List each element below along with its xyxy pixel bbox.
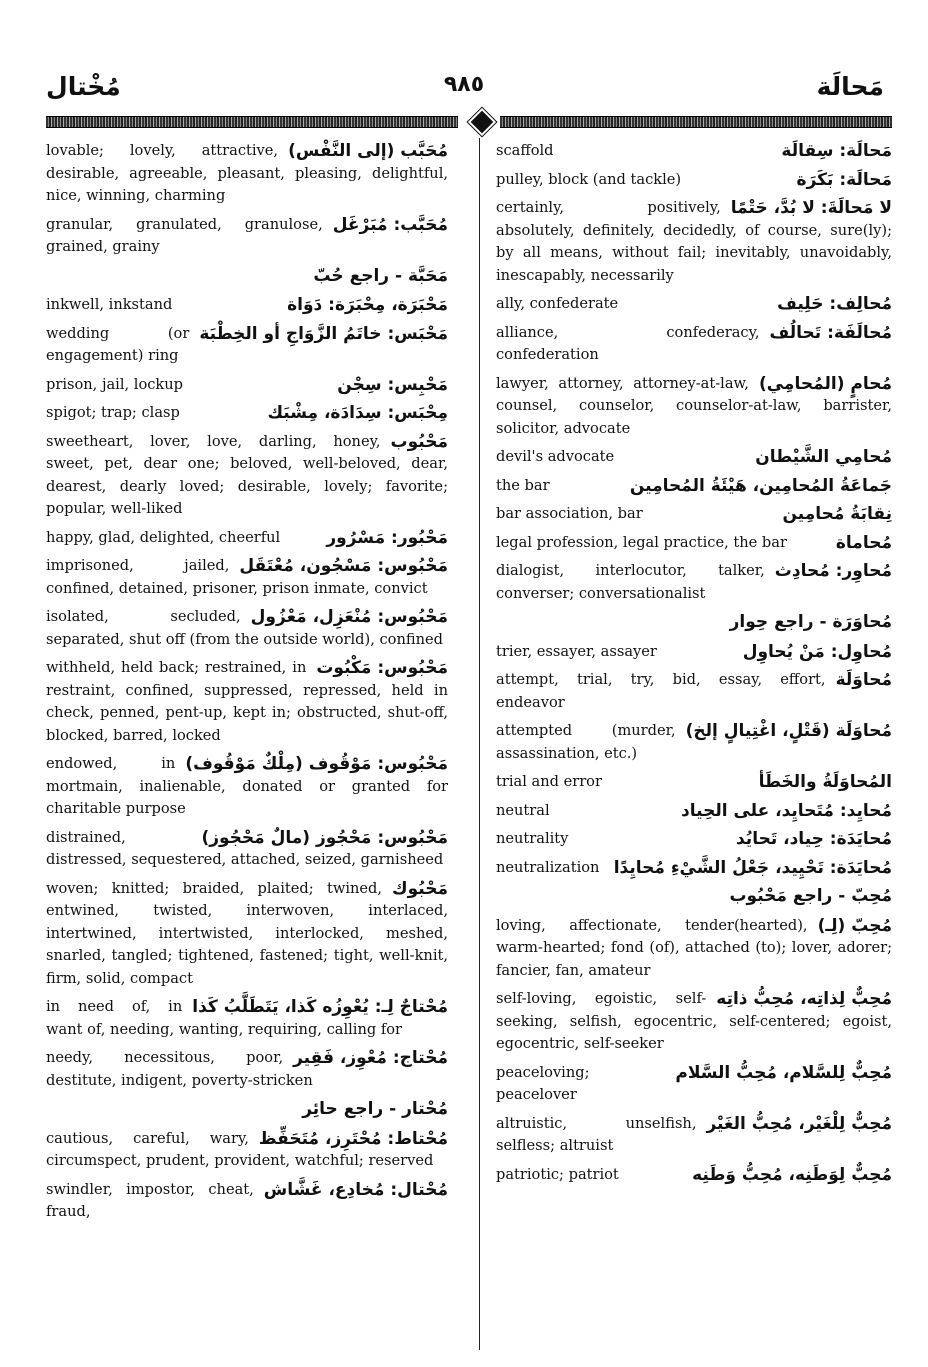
dictionary-entry [496,503,892,526]
entry-definition: dialogist, interlocutor, talker, converser; conversationalist [496,562,765,602]
entry-headword: مُحامِي الشَّيْطان [755,447,892,467]
dictionary-entry [496,611,892,635]
entry-headword: مَحْبُوس: مَوْقُوف (مِلْكٌ مَوْقُوف) [185,754,448,774]
dictionary-entry [46,753,448,821]
entry-definition: swindler, impostor, cheat, fraud, [46,1180,254,1220]
right-column [496,140,892,1192]
entry-headword: مُحايَدَة: حِياد، تَحايُد [735,829,892,849]
dictionary-entry [496,169,892,192]
entry-definition: wedding (or engagement) ring [46,324,190,364]
entry-headword: مَحْبُوس: مَسْجُون، مُعْتَقَل [239,556,448,576]
dictionary-entry [46,527,448,550]
entry-definition: bar association, bar [496,505,643,522]
entry-headword: مُحِبّ - راجع مَحْبُوب [729,886,892,906]
entry-definition: loving, affectionate, tender(hearted), warm-hearted; fond (of), attached (to); lover, adorer; fancier, fan, amateur [496,916,892,979]
entry-headword: مُحْتاجٌ لِـ: يُعْوِزُه كَذا، يَتَطَلَّبُ كَذا [192,997,448,1017]
dictionary-entry [46,606,448,651]
entry-headword: مُحاوِر: مُحادِث [774,561,892,581]
entry-definition: isolated, secluded, separated, shut off (from the outside world), confined [46,608,443,648]
column-divider [479,138,480,1350]
dictionary-entry [496,857,892,880]
entry-headword: مِحْبَس: سِدَادَة، مِشْبَك [267,403,448,423]
dictionary-entry [46,1098,448,1122]
entry-headword: مَحْبُوس: مَحْجُوز (مالٌ مَحْجُوز) [201,827,448,848]
dictionary-entry [46,555,448,600]
dictionary-entry [496,140,892,163]
dictionary-entry [496,322,892,367]
entry-definition: endowed, in mortmain, inalienable, donated or granted for charitable purpose [46,755,448,817]
entry-definition: imprisoned, jailed, confined, detained, prisoner, prison inmate, convict [46,557,428,597]
entry-headword: مَحْبَس: خاتَمُ الزَّوَاجِ أو الخِطْبَة [199,323,448,344]
entry-definition: pulley, block (and tackle) [496,170,682,188]
entry-headword: مُحَبَّب (إلى النَّفْس) [288,141,448,161]
dictionary-entry [46,402,448,425]
entry-headword: نِقابَةُ مُحامِين [782,504,892,524]
entry-headword: مُحاوَرَة - راجع حِوار [729,612,892,632]
entry-headword: مَحْبَرَة، مِحْبَرَة: دَوَاة [287,295,448,315]
diamond-ornament-icon [468,108,496,136]
dictionary-entry [496,1164,892,1187]
dictionary-entry [496,1113,892,1158]
entry-headword: مَحالَة: بَكَرَة [796,169,892,190]
entry-definition: trial and error [496,773,602,790]
dictionary-entry [496,988,892,1056]
dictionary-entry [46,265,448,289]
dictionary-entry [46,1128,448,1173]
entry-headword: مَحْبُوس: مُنْعَزِل، مَعْزُول [250,607,448,627]
entry-definition: spigot; trap; clasp [46,404,180,421]
dictionary-entry [46,657,448,747]
entry-headword: مُحِبّ (لِـ) [817,915,892,936]
dictionary-entry [496,1062,892,1107]
entry-definition: alliance, confederacy, confederation [496,323,760,363]
entry-definition: trier, essayer, assayer [496,642,657,660]
entry-headword: مُحَبَّب: مُبَرْغَل [332,214,448,235]
dictionary-entry [46,431,448,521]
entry-headword: المُحاوَلَةُ والخَطَأ [758,772,892,792]
page-number: ٩٨٥ [443,72,485,97]
entry-definition: in need of, in want of, needing, wanting, requiring, calling for [46,998,402,1038]
entry-definition: scaffold [496,142,554,159]
entry-headword: مُحاماة [835,532,892,553]
entry-definition: woven; knitted; braided, plaited; twined, entwined, twisted, interwoven, interlaced, intertwined, intertwisted, interlocked, meshed, snarled, tangled; tightened, fastened; tight, well-knit, firm, solid, compact [46,879,448,987]
dictionary-entry [46,214,448,259]
entry-headword: مَحالَة: سِقالَة [781,141,892,161]
entry-headword: جَماعَةُ المُحامِين، هَيْئَةُ المُحامِين [629,475,892,496]
entry-headword: مَحْبُوك [392,878,448,899]
entry-definition: neutrality [496,830,569,847]
entry-definition: cautious, careful, wary, circumspect, prudent, provident, watchful; reserved [46,1129,434,1169]
entry-definition: devil's advocate [496,448,615,465]
entry-definition: certainly, positively, absolutely, definitely, decidedly, of course, sure(ly); by all means, without fail; inevitably, unavoidably, inescapably, necessarily [496,199,892,284]
entry-headword: مُحِبٌّ لِوَطَنِه، مُحِبُّ وَطَنِه [692,1164,892,1185]
entry-definition: lawyer, attorney, attorney-at-law, counsel, counselor, counselor-at-law, barrister, solicitor, advocate [496,374,892,437]
left-column [46,140,448,1230]
entry-definition: inkwell, inkstand [46,296,173,313]
entry-headword: مُحْتاج: مُعْوِز، فَقِير [293,1048,448,1068]
entry-definition: needy, necessitous, poor, destitute, indigent, poverty-stricken [46,1049,313,1089]
entry-definition: granular, granulated, granulose, grained, grainy [46,215,323,255]
entry-definition: peaceloving; peacelover [496,1063,590,1103]
entry-definition: neutralization [496,858,600,876]
dictionary-entry [496,641,892,664]
dictionary-entry [46,996,448,1041]
entry-definition: patriotic; patriot [496,1165,619,1183]
dictionary-entry [496,828,892,851]
dictionary-entry [46,1047,448,1092]
entry-headword: مُحِبٌّ لِلْغَيْر، مُحِبُّ الغَيْر [706,1113,892,1134]
entry-definition: sweetheart, lover, love, darling, honey, sweet, pet, dear one; beloved, well-beloved, dear, dearest, dearly loved; desirable, lovely; favorite; popular, well-liked [46,432,448,517]
entry-headword: مُحايِد: مُتَحايِد، على الحِياد [681,800,892,821]
dictionary-entry [46,294,448,317]
entry-headword: مُحايَدَة: تَحْيِيد، جَعْلُ الشَّيْءِ مُحايِدًا [613,857,892,878]
entry-definition: lovable; lovely, attractive, desirable, agreeable, pleasant, pleasing, delightful, nice, winning, charming [46,142,448,204]
dictionary-entry [46,1179,448,1224]
dictionary-entry [496,771,892,794]
dictionary-entry [496,669,892,714]
entry-headword: لا مَحالَةَ: لا بُدَّ، حَتْمًا [730,198,892,218]
entry-headword: مُحْتار - راجع حائِر [302,1099,448,1119]
entry-definition: distrained, distressed, sequestered, attached, seized, garnisheed [46,828,444,868]
dictionary-entry [46,827,448,872]
entry-definition: ally, confederate [496,295,619,312]
guide-word-right: مَحالَة [816,72,884,101]
dictionary-entry [496,720,892,765]
entry-headword: مَحْبُوب [390,431,448,452]
entry-headword: مَحَبَّة - راجع حُبّ [313,265,448,286]
header-rule-right [500,116,892,128]
dictionary-entry [46,878,448,991]
entry-definition: happy, glad, delighted, cheerful [46,528,281,546]
entry-headword: مُحْتاط: مُحْتَرِز، مُتَحَفِّظ [258,1128,448,1149]
entry-headword: مُحاوِل: مَنْ يُحاوِل [742,641,892,662]
entry-definition: the bar [496,476,550,494]
entry-headword: مُحْتال: مُخادِع، غَشَّاش [263,1179,448,1200]
entry-definition: attempt, trial, try, bid, essay, effort, endeavor [496,671,826,711]
entry-definition: neutral [496,801,550,819]
entry-definition: self-loving, egoistic, self-seeking, selfish, egocentric, self-centered; egoist, egocentric, self-seeker [496,990,892,1052]
dictionary-entry [496,197,892,287]
entry-definition: prison, jail, lockup [46,375,183,393]
entry-definition: attempted (murder, assassination, etc.) [496,722,676,762]
dictionary-entry [46,323,448,368]
entry-headword: مَحْبُور: مَسْرُور [326,527,448,548]
entry-headword: مُحالَفَة: تَحالُف [769,322,892,343]
entry-headword: مُحاوَلَة [835,670,892,690]
entry-definition: altruistic, unselfish, selfless; altruist [496,1114,697,1154]
dictionary-entry [46,374,448,397]
dictionary-entry [46,140,448,208]
entry-headword: مَحْبِس: سِجْن [337,374,448,395]
dictionary-entry [496,800,892,823]
entry-headword: مَحْبُوس: مَكْبُوت [316,658,448,678]
entry-definition: withheld, held back; restrained, in restraint, confined, suppressed, repressed, held in check, penned, pent-up, kept in; obstructed, shut-off, blocked, barred, locked [46,659,448,744]
dictionary-entry [496,885,892,909]
dictionary-entry [496,373,892,441]
dictionary-entry [496,293,892,316]
entry-headword: مُحالِف: حَلِيف [777,294,892,314]
dictionary-entry [496,560,892,605]
dictionary-entry [496,475,892,498]
header-rule-left [46,116,458,128]
dictionary-entry [496,915,892,983]
guide-word-left: مُخْتال [46,72,121,101]
entry-headword: مُحاوَلَة (قَتْلٍ، اغْتِيالٍ إلخ) [685,721,892,741]
dictionary-entry [496,532,892,555]
entry-headword: مُحِبٌّ لِلسَّلام، مُحِبُّ السَّلام [675,1062,892,1083]
dictionary-entry [496,446,892,469]
entry-headword: مُحِبٌّ لِذاتِه، مُحِبُّ ذاتِه [716,989,892,1009]
entry-headword: مُحامٍ (المُحامِي) [758,373,892,394]
entry-definition: legal profession, legal practice, the bar [496,533,787,551]
